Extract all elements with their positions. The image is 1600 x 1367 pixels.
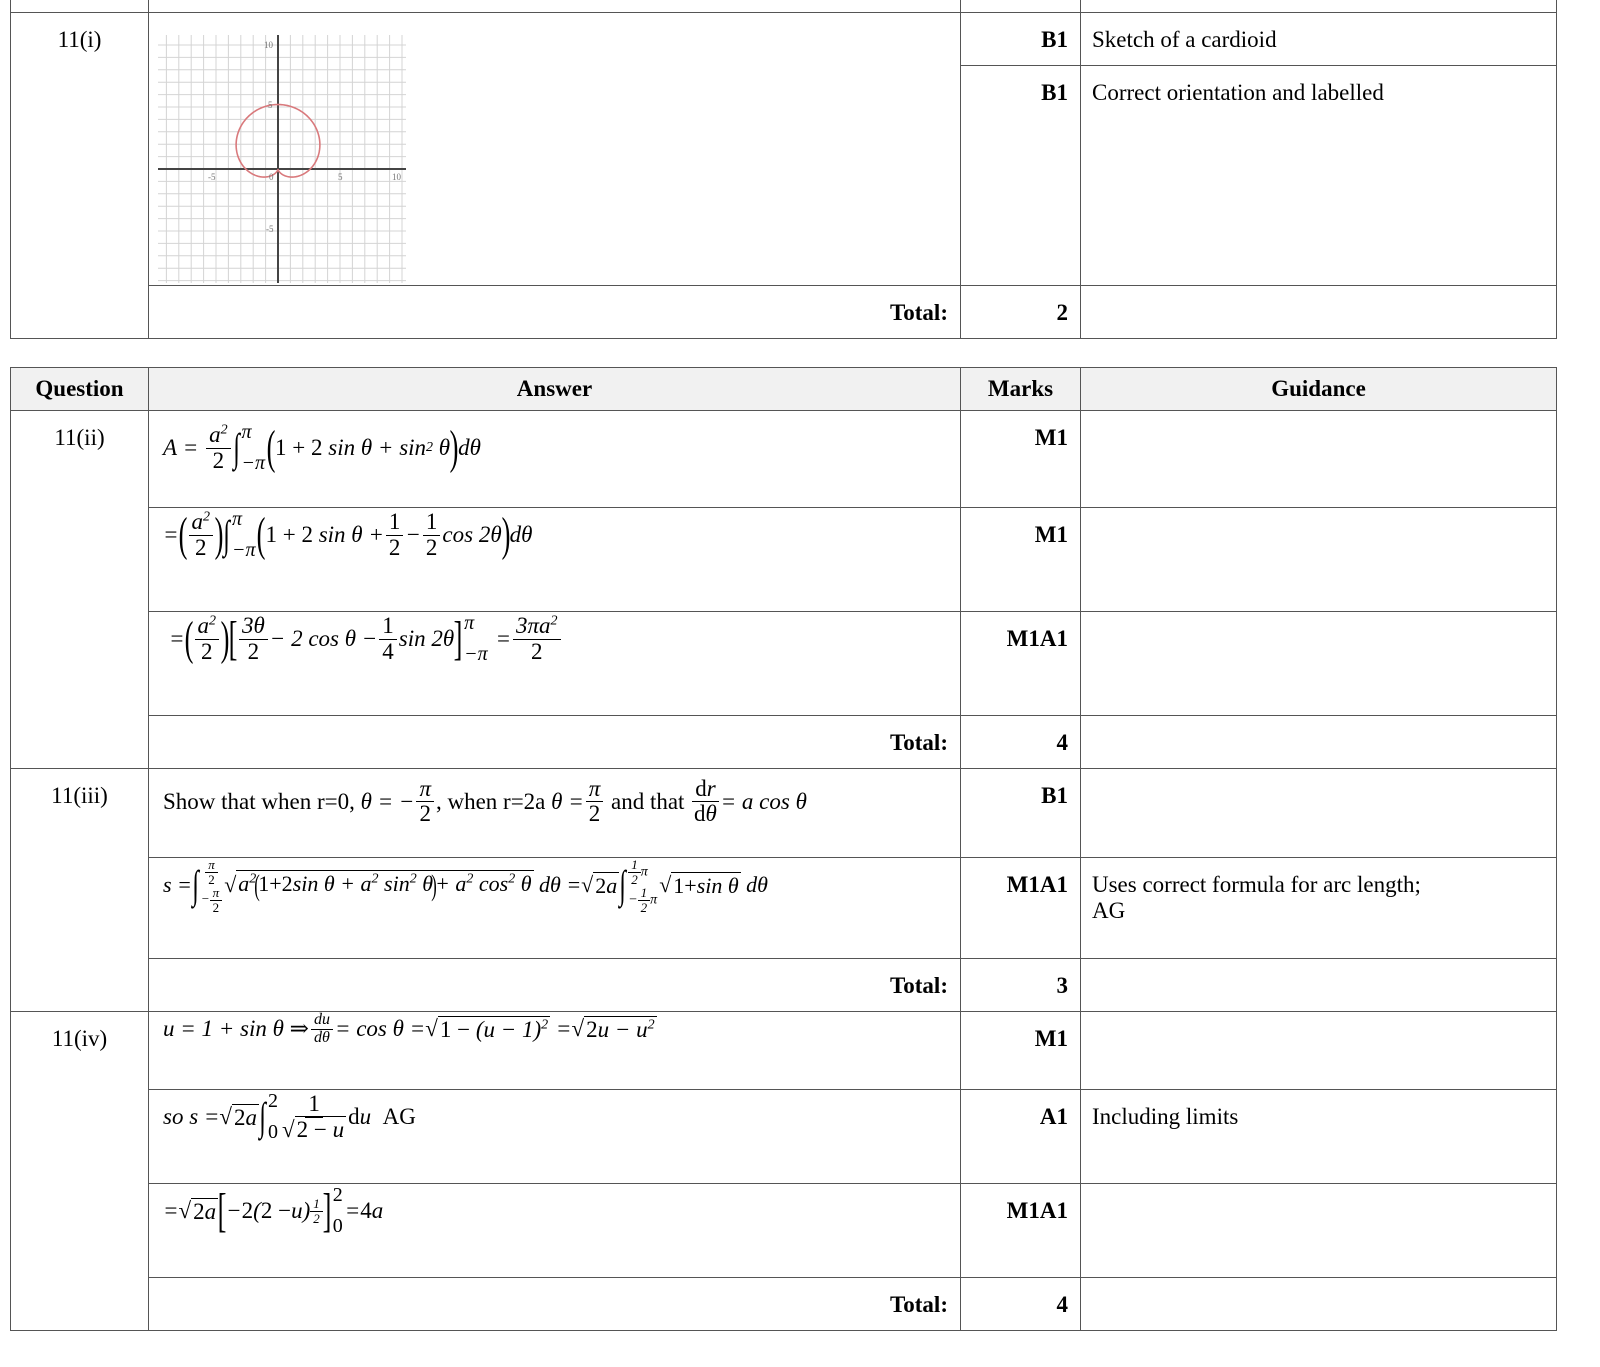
tick-label-x-0: 0 — [269, 172, 274, 182]
header-question: Question — [11, 368, 149, 411]
total-value: 4 — [961, 1278, 1081, 1331]
header-answer: Answer — [149, 368, 961, 411]
mark-b1-show: B1 — [961, 769, 1081, 858]
total-label: Total: — [149, 1278, 961, 1331]
ag-label: AG — [382, 1104, 416, 1129]
mark-a1-limits: A1 — [961, 1090, 1081, 1184]
show-that-text-2: , when r=2a — [435, 788, 546, 814]
mark-m1a1-evaluate: M1A1 — [961, 612, 1081, 716]
tick-label-x-10: 10 — [392, 172, 401, 182]
marking-table-part-i — [10, 0, 1557, 339]
answer-show-that: Show that when r=0, θ = − $\frac{\pi}{2}$ , when r=2a θ = $\frac{\pi}{2}$ and that $\frac{dr}{d\theta}$ = a cos θ — [149, 769, 961, 858]
total-value: 2 — [961, 286, 1081, 339]
total-label: Total: — [149, 716, 961, 769]
cardioid-graph-cell — [149, 13, 961, 286]
answer-final: = √ 2a [ − 2 ( 2 − u) $\frac{1}{2}$ ] 2 0 = 4 a — [149, 1184, 961, 1278]
mark-m1a1-final: M1A1 — [961, 1184, 1081, 1278]
mark-m1-area: M1 — [961, 411, 1081, 508]
question-number: 11(i) — [11, 13, 149, 339]
show-that-text-3: and that — [611, 788, 685, 814]
mark-b1-orientation: B1 — [961, 66, 1081, 286]
top-cut-cell — [11, 0, 149, 13]
total-label: Total: — [149, 286, 961, 339]
guidance-arc-length — [1081, 858, 1557, 959]
answer-integral-u: so s = √ 2a ∫ 2 0 $\frac{1}{√2 - u}$ d u AG — [149, 1090, 961, 1184]
mark-m1a1-arc: M1A1 — [961, 858, 1081, 959]
answer-expand-integrand: = ( $\frac{a^2}{2}$ ) ∫ π −π ( 1 + 2 sin θ + $\frac{1}{2}$ − $\frac{1}{2}$ cos 2θ ) dθ — [149, 508, 961, 612]
answer-evaluate: = ( $\frac{a^2}{2}$ ) [ $\frac{3\theta}{2}$ − 2 cos θ − $\frac{1}{4}$ sin 2θ ] π −π = $\frac{3\pi a^2}{2}$ — [149, 612, 961, 716]
guidance-orientation: Correct orientation and labelled — [1081, 66, 1557, 286]
guidance-sketch: Sketch of a cardioid — [1081, 13, 1557, 66]
tick-label-y-5: 5 — [268, 100, 273, 110]
answer-arc-length: s = ∫ $\frac{\pi}{2}$ − $\frac{\pi}{2}$ √ $a^2(1+2\sin$ $\theta + a^2$ $\sin^2 \theta)+ a^2$ $\cos^2 \theta$ dθ = √ 2a ∫ $\frac{1}{2}$ π − $\frac{1}{2}$ π √ 1+sin θ dθ — [149, 858, 961, 959]
tick-label-y-neg5: -5 — [266, 224, 274, 234]
answer-area-integral: A = $\frac{a^2}{2}$ ∫ π −π ( 1 + 2 sin θ + sin 2 θ ) dθ — [149, 411, 961, 508]
guidance-limits: Including limits — [1081, 1090, 1557, 1184]
question-number: 11(ii) — [11, 411, 149, 769]
tick-label-x-5: 5 — [338, 172, 343, 182]
mark-b1-sketch: B1 — [961, 13, 1081, 66]
tick-label-x-neg5: -5 — [208, 172, 216, 182]
show-that-text: Show that when r=0, — [163, 788, 355, 814]
tick-label-y-10: 10 — [264, 40, 273, 50]
cardioid-graph — [158, 35, 406, 283]
cardioid-plot — [158, 35, 406, 283]
total-value: 4 — [961, 716, 1081, 769]
question-number: 11(iii) — [11, 769, 149, 1012]
mark-m1-sub: M1 — [961, 1012, 1081, 1090]
guidance-line-2: AG — [1092, 898, 1126, 924]
total-label: Total: — [149, 959, 961, 1012]
guidance-line-1: Uses correct formula for arc length; — [1092, 872, 1421, 897]
mark-m1-expand: M1 — [961, 508, 1081, 612]
header-guidance: Guidance — [1081, 368, 1557, 411]
marking-table-main — [10, 367, 1557, 1331]
header-marks: Marks — [961, 368, 1081, 411]
question-number: 11(iv) — [11, 1012, 149, 1331]
answer-substitution: u = 1 + sin θ ⇒ $\frac{du}{d\theta}$ = cos θ = √ $1 - (u - 1)^2$ = √ $2u - u^2$ — [149, 1012, 961, 1090]
total-value: 3 — [961, 959, 1081, 1012]
